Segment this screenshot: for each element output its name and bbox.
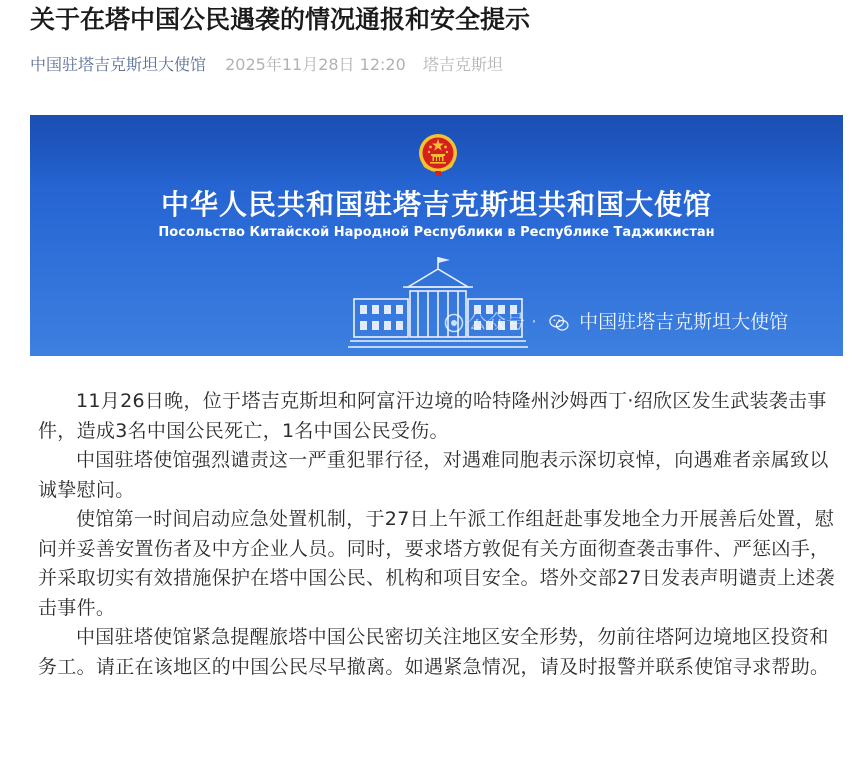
watermark-account-name: 中国驻塔吉克斯坦大使馆 [579, 311, 789, 333]
wechat-watermark [444, 308, 788, 336]
article-body [38, 387, 843, 682]
official-account-icon [444, 313, 464, 333]
paragraph-4: 中国驻塔使馆紧急提醒旅塔中国公民密切关注地区安全形势，勿前往塔阿边境地区投资和务工。请正在该地区的中国公民尽早撤离。如遇紧急情况，请及时报警并联系使馆寻求帮助。 [38, 626, 830, 678]
account-name-link[interactable]: 中国驻塔吉克斯坦大使馆 [30, 55, 207, 74]
embassy-banner-image [30, 115, 843, 356]
banner-title-russian: Посольство Китайской Народной Республики в Республике Таджикистан [158, 225, 715, 240]
embassy-building-icon [348, 255, 528, 356]
publish-datetime: 2025年11月28日 12:20 [225, 55, 406, 74]
paragraph-3: 使馆第一时间启动应急处置机制，于27日上午派工作组赶赴事发地全力开展善后处置，慰问并妥善安置伤者及中方企业人员。同时，要求塔方敦促有关方面彻查袭击事件、严惩凶手，并采取切实有效措施保护在塔中国公民、机构和项目安全。塔外交部27日发表声明谴责上述袭击事件。 [38, 508, 835, 619]
watermark-label: 公众号 · [468, 311, 538, 333]
wechat-icon [549, 313, 569, 333]
national-emblem-icon [418, 133, 458, 177]
article-meta [30, 54, 503, 76]
paragraph-2: 中国驻塔使馆强烈谴责这一严重犯罪行径，对遇难同胞表示深切哀悼，向遇难者亲属致以诚挚慰问。 [38, 449, 829, 501]
paragraph-1: 11月26日晚，位于塔吉克斯坦和阿富汗边境的哈特隆州沙姆西丁·绍欣区发生武装袭击事件，造成3名中国公民死亡，1名中国公民受伤。 [38, 390, 827, 442]
publish-location: 塔吉克斯坦 [422, 55, 503, 74]
article-title: 关于在塔中国公民遇袭的情况通报和安全提示 [30, 5, 531, 34]
banner-title-chinese: 中华人民共和国驻塔吉克斯坦共和国大使馆 [160, 188, 712, 221]
